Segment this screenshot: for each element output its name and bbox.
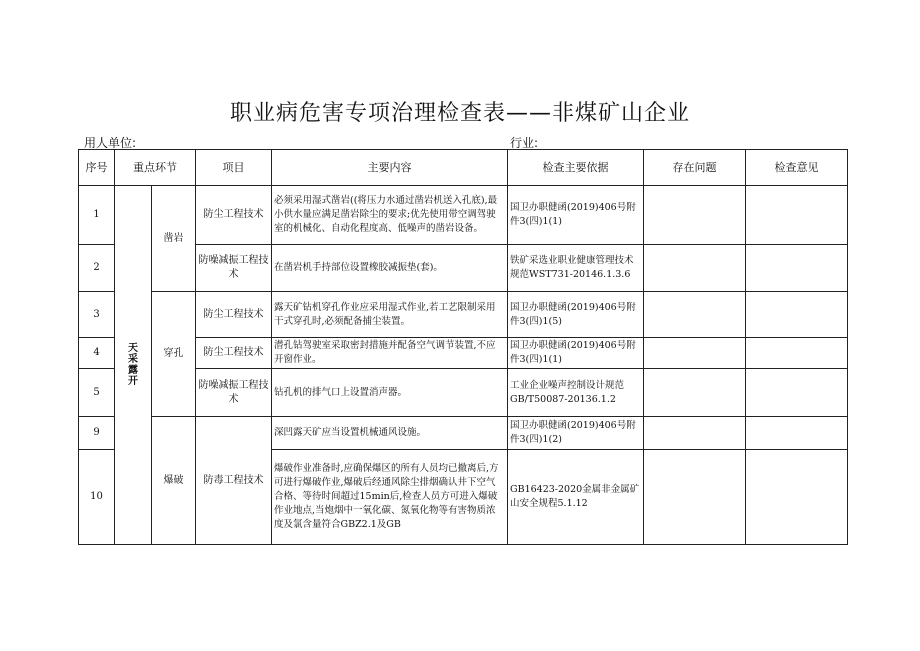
- row-opinion[interactable]: [746, 186, 848, 245]
- col-header-content: 主要内容: [272, 150, 508, 186]
- col-header-key-stage: 重点环节: [115, 150, 196, 186]
- row-content: 露天矿钻机穿孔作业应采用湿式作业,若工艺限制采用干式穿孔时,必须配备捕尘装置。: [272, 292, 508, 338]
- row-seq: 10: [79, 450, 115, 545]
- col-header-opinion: 检查意见: [746, 150, 848, 186]
- row-basis: 国卫办职健函(2019)406号附件3(四)1(2): [508, 417, 644, 450]
- row-item: 防尘工程技术: [196, 292, 272, 338]
- row-basis: 国卫办职健函(2019)406号附件3(四)1(5): [508, 292, 644, 338]
- sub-section-drilling: 凿岩: [152, 186, 196, 292]
- row-item: 防尘工程技术: [196, 338, 272, 369]
- row-opinion[interactable]: [746, 369, 848, 417]
- row-opinion[interactable]: [746, 292, 848, 338]
- row-item: 防毒工程技术: [196, 417, 272, 545]
- row-content: 深凹露天矿应当设置机械通风设施。: [272, 417, 508, 450]
- row-problem[interactable]: [644, 186, 746, 245]
- row-basis: 工业企业噪声控制设计规范GB/T50087-20136.1.2: [508, 369, 644, 417]
- col-header-item: 项目: [196, 150, 272, 186]
- row-problem[interactable]: [644, 292, 746, 338]
- row-item: 防尘工程技术: [196, 186, 272, 245]
- row-seq: 5: [79, 369, 115, 417]
- row-content: 在凿岩机手持部位设置橡胶减振垫(套)。: [272, 245, 508, 292]
- inspection-table: [78, 149, 848, 545]
- row-content: 潜孔钻驾驶室采取密封措施并配备空气调节装置,不应开窗作业。: [272, 338, 508, 369]
- sub-section-blasting: 爆破: [152, 417, 196, 545]
- row-opinion[interactable]: [746, 417, 848, 450]
- row-content: 钻孔机的排气口上设置消声器。: [272, 369, 508, 417]
- table-row: [79, 186, 848, 245]
- row-seq: 4: [79, 338, 115, 369]
- row-problem[interactable]: [644, 245, 746, 292]
- row-opinion[interactable]: [746, 245, 848, 292]
- row-seq: 9: [79, 417, 115, 450]
- row-content: 爆破作业准备时,应确保爆区的所有人员均已撤离后,方可进行爆破作业,爆破后经通风除尘排烟确认井下空气合格、等待时间超过15min后,检查人员方可进入爆破作业地点,当炮烟中一氧化碳、氮氧化物等有害物质浓度及氯含量符合GBZ2.1及GB: [272, 450, 508, 545]
- row-opinion[interactable]: [746, 450, 848, 545]
- row-basis: 国卫办职健函(2019)406号附件3(四)1(1): [508, 186, 644, 245]
- row-basis: 铁矿采选业职业健康管理技术规范WST731-20146.1.3.6: [508, 245, 644, 292]
- col-header-basis: 检查主要依据: [508, 150, 644, 186]
- row-seq: 1: [79, 186, 115, 245]
- table-row: [79, 417, 848, 450]
- row-item: 防噪减振工程技术: [196, 369, 272, 417]
- row-content: 必须采用湿式凿岩((将压力水通过凿岩机送入孔底),最小供水量应满足凿岩除尘的要求;优先使用带空调驾驶室的机械化、自动化程度高、低噪声的凿岩设备。: [272, 186, 508, 245]
- col-header-problem: 存在问题: [644, 150, 746, 186]
- row-basis: 国卫办职健函(2019)406号附件3(四)1(1): [508, 338, 644, 369]
- row-problem[interactable]: [644, 369, 746, 417]
- group-label-open-pit: 天采露开: [115, 186, 152, 545]
- row-basis: GB16423-2020金属非金属矿山安全规程5.1.12: [508, 450, 644, 545]
- row-problem[interactable]: [644, 417, 746, 450]
- col-header-seq: 序号: [79, 150, 115, 186]
- industry-label: 行业:: [510, 136, 539, 150]
- row-item: 防噪减振工程技术: [196, 245, 272, 292]
- sub-section-boring: 穿孔: [152, 292, 196, 417]
- row-opinion[interactable]: [746, 338, 848, 369]
- employer-label: 用人单位:: [84, 136, 137, 150]
- row-problem[interactable]: [644, 450, 746, 545]
- page-title: 职业病危害专项治理检查表——非煤矿山企业: [229, 101, 690, 126]
- table-row: [79, 292, 848, 338]
- row-problem[interactable]: [644, 338, 746, 369]
- row-seq: 3: [79, 292, 115, 338]
- table-header-row: [79, 150, 848, 186]
- row-seq: 2: [79, 245, 115, 292]
